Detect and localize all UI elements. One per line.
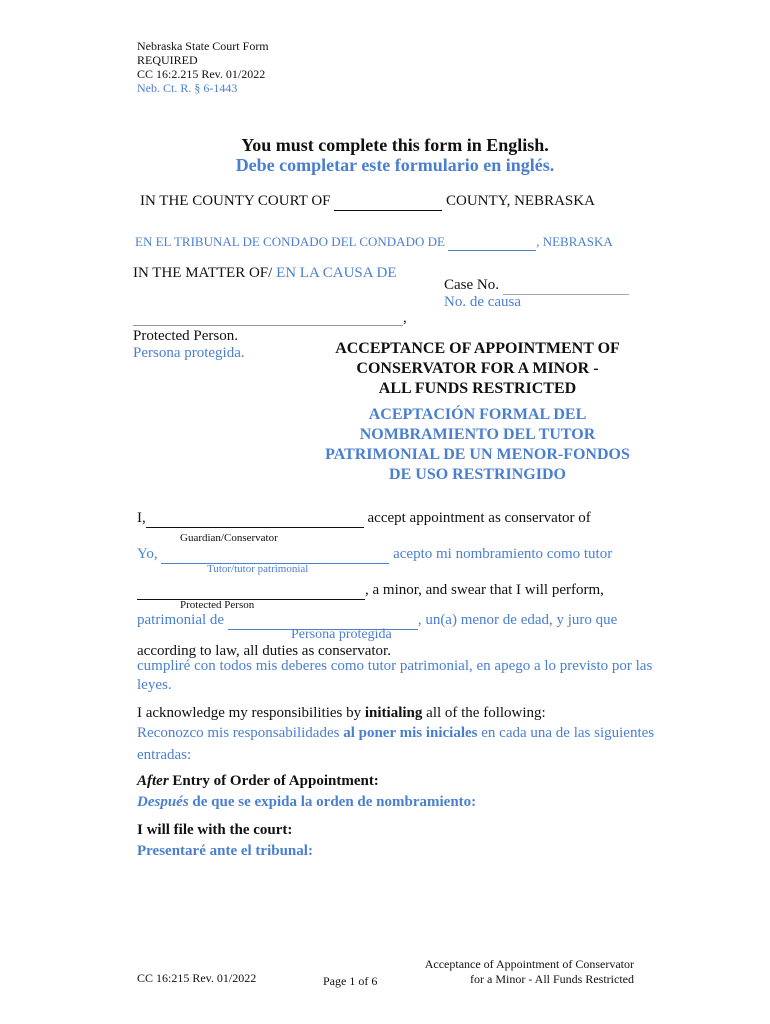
acknowledge-english bbox=[137, 705, 546, 722]
accept-suffix: accept appointment as conservator of bbox=[367, 510, 591, 526]
patrimonial-suffix: , un(a) menor de edad, y juro que bbox=[417, 612, 618, 628]
cumplire-line-2: leyes. bbox=[137, 677, 172, 693]
after-italic: After bbox=[137, 773, 169, 789]
court-line-english bbox=[140, 193, 595, 211]
title-line-1: ACCEPTANCE OF APPOINTMENT OF bbox=[335, 340, 620, 357]
ack-es-bold: al poner mis iniciales bbox=[343, 725, 478, 741]
header-form-number: CC 16:2.215 Rev. 01/2022 bbox=[137, 67, 266, 81]
after-entry-english bbox=[137, 773, 379, 790]
despues-italic: Después bbox=[137, 794, 189, 810]
case-number-field[interactable] bbox=[503, 277, 629, 295]
after-entry-spanish bbox=[137, 794, 476, 811]
yo-suffix: acepto mi nombramiento como tutor bbox=[393, 546, 613, 562]
patrimonial-prefix: patrimonial de bbox=[137, 612, 225, 628]
ack-suffix: all of the following: bbox=[422, 705, 546, 721]
footer-form-number: CC 16:215 Rev. 01/2022 bbox=[137, 971, 257, 985]
court-prefix: IN THE COUNTY COURT OF bbox=[140, 193, 331, 209]
accept-line bbox=[137, 510, 591, 528]
notice-english: You must complete this form in English. bbox=[241, 135, 549, 155]
header-required: REQUIRED bbox=[137, 53, 198, 67]
protected-person-label: Protected Person. bbox=[133, 328, 238, 344]
minor-name-field[interactable] bbox=[137, 582, 365, 600]
ack-es-suffix: en cada una de las siguientes bbox=[477, 725, 655, 741]
case-number-line bbox=[444, 277, 629, 295]
court-es-suffix: , NEBRASKA bbox=[536, 234, 613, 249]
court-es-prefix: EN EL TRIBUNAL DE CONDADO DEL CONDADO DE bbox=[135, 234, 445, 249]
title-es-line-3: PATRIMONIAL DE UN MENOR-FONDOS bbox=[325, 446, 630, 463]
protected-person-caption: Protected Person bbox=[180, 599, 255, 611]
ack-bold: initialing bbox=[364, 705, 423, 721]
footer-title-line-2: for a Minor - All Funds Restricted bbox=[470, 972, 634, 986]
ack-es-prefix: Reconozco mis responsabilidades bbox=[137, 725, 344, 741]
minor-line bbox=[137, 582, 604, 600]
yo-line bbox=[137, 546, 612, 564]
minor-suffix: , a minor, and swear that I will perform, bbox=[365, 582, 604, 598]
court-line-spanish bbox=[135, 234, 613, 251]
court-suffix: COUNTY, NEBRASKA bbox=[446, 193, 595, 209]
conservator-name-field[interactable] bbox=[146, 510, 364, 528]
tutor-caption: Tutor/tutor patrimonial bbox=[207, 563, 309, 575]
footer-page-number: Page 1 of 6 bbox=[323, 974, 378, 988]
form-header bbox=[137, 39, 269, 95]
ack-prefix: I acknowledge my responsibilities by bbox=[137, 705, 365, 721]
after-rest: Entry of Order of Appointment: bbox=[168, 773, 379, 789]
conservator-name-field-es[interactable] bbox=[161, 546, 389, 564]
title-line-2: CONSERVATOR FOR A MINOR - bbox=[356, 360, 599, 377]
protected-person-name-field[interactable] bbox=[133, 310, 403, 326]
yo-prefix: Yo, bbox=[137, 546, 158, 562]
title-line-3: ALL FUNDS RESTRICTED bbox=[378, 380, 577, 397]
protected-person-comma: , bbox=[403, 310, 407, 326]
form-title-spanish bbox=[300, 405, 655, 485]
accept-prefix: I, bbox=[137, 510, 146, 526]
title-es-line-2: NOMBRAMIENTO DEL TUTOR bbox=[359, 426, 596, 443]
despues-rest: de que se expida la orden de nombramiento: bbox=[188, 794, 477, 810]
county-name-field-es[interactable] bbox=[448, 234, 536, 251]
form-title-english bbox=[300, 339, 655, 399]
acknowledge-spanish bbox=[137, 725, 654, 742]
county-name-field[interactable] bbox=[334, 193, 442, 211]
header-rule-link[interactable]: Neb. Ct. R. § 6-1443 bbox=[137, 81, 238, 95]
footer-title bbox=[400, 957, 634, 987]
footer-title-line-1: Acceptance of Appointment of Conservator bbox=[424, 957, 634, 971]
matter-spanish: EN LA CAUSA DE bbox=[276, 265, 397, 281]
acknowledge-spanish-line-2: entradas: bbox=[137, 747, 192, 763]
file-with-court-spanish: Presentaré ante el tribunal: bbox=[137, 843, 313, 859]
guardian-caption: Guardian/Conservator bbox=[180, 532, 278, 544]
persona-caption: Persona protegida bbox=[291, 627, 392, 642]
file-with-court-english: I will file with the court: bbox=[137, 822, 293, 838]
case-number-label-es: No. de causa bbox=[444, 294, 522, 310]
case-number-label: Case No. bbox=[444, 277, 499, 293]
title-es-line-1: ACEPTACIÓN FORMAL DEL bbox=[368, 406, 587, 423]
title-es-line-4: DE USO RESTRINGIDO bbox=[389, 466, 566, 483]
matter-line bbox=[133, 265, 397, 282]
notice-spanish: Debe completar este formulario en inglés. bbox=[235, 155, 555, 175]
matter-english: IN THE MATTER OF/ bbox=[133, 265, 273, 281]
protected-person-label-es: Persona protegida. bbox=[133, 345, 245, 361]
cumplire-line-1: cumpliré con todos mis deberes como tutor patrimonial, en apego a lo previsto por las bbox=[137, 658, 653, 674]
header-form-name: Nebraska State Court Form bbox=[137, 39, 269, 53]
according-line: according to law, all duties as conservator. bbox=[137, 643, 391, 659]
